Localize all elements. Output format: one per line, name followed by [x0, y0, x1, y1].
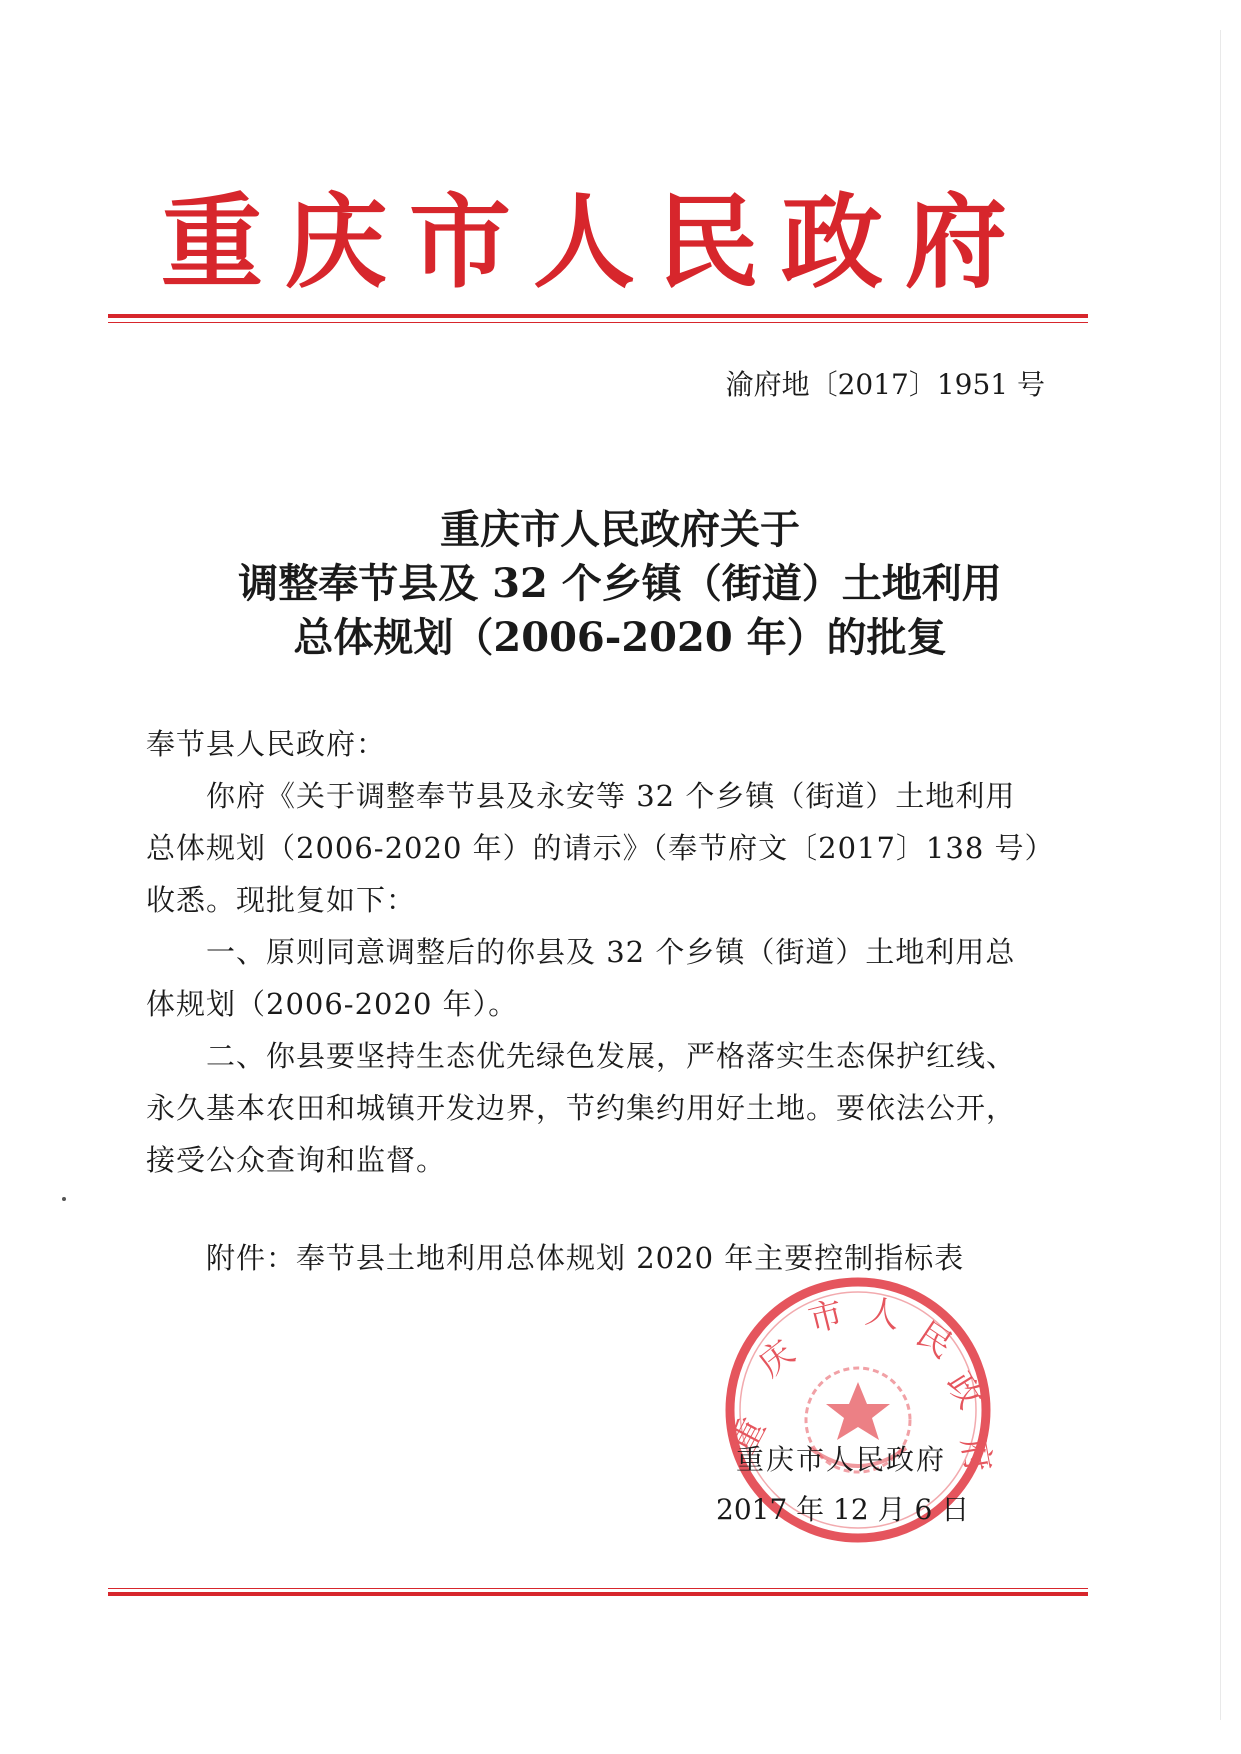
svg-text:政: 政 [938, 1365, 991, 1416]
svg-text:庆: 庆 [750, 1332, 803, 1386]
paragraph-2-line-2: 体规划（2006-2020 年）。 [146, 987, 519, 1021]
paragraph-1-line-1: 你府《关于调整奉节县及永安等 32 个乡镇（街道）土地利用 [206, 779, 1016, 813]
document-title-line-1: 重庆市人民政府关于 [440, 506, 800, 553]
signing-authority: 重庆市人民政府 [736, 1443, 947, 1476]
paragraph-3-line-1: 二、你县要坚持生态优先绿色发展，严格落实生态保护红线、 [206, 1039, 1017, 1073]
paragraph-2-line-1: 一、原则同意调整后的你县及 32 个乡镇（街道）土地利用总 [206, 935, 1016, 969]
svg-text:重: 重 [722, 1411, 774, 1461]
footer-rule-thick [108, 1592, 1088, 1596]
svg-text:民: 民 [908, 1314, 960, 1367]
paragraph-3-line-3: 接受公众查询和监督。 [146, 1143, 447, 1177]
signing-date: 2017 年 12 月 6 日 [716, 1493, 970, 1526]
letterhead-rule-thin [108, 322, 1088, 323]
paragraph-3-line-2: 永久基本农田和城镇开发边界，节约集约用好土地。要依法公开， [146, 1091, 1017, 1125]
svg-text:人: 人 [862, 1291, 903, 1337]
scan-edge-line [1220, 30, 1221, 1720]
addressee: 奉节县人民政府： [146, 727, 387, 761]
document-number: 渝府地〔2017〕1951 号 [725, 368, 1045, 401]
scan-speck [62, 1197, 66, 1201]
svg-text:市: 市 [804, 1293, 848, 1341]
paragraph-1-line-2: 总体规划（2006-2020 年）的请示》（奉节府文〔2017〕138 号） [146, 831, 1055, 865]
attachment-note: 附件：奉节县土地利用总体规划 2020 年主要控制指标表 [206, 1241, 965, 1275]
letterhead-rule-thick [108, 314, 1088, 318]
letterhead-title: 重庆市人民政府 [161, 183, 1029, 303]
document-title-line-3: 总体规划（2006-2020 年）的批复 [293, 614, 947, 661]
svg-text:府: 府 [953, 1434, 998, 1476]
paragraph-1-line-3: 收悉。现批复如下： [146, 883, 417, 917]
footer-rule-thin [108, 1588, 1088, 1589]
document-title-line-2: 调整奉节县及 32 个乡镇（街道）土地利用 [238, 560, 1002, 607]
